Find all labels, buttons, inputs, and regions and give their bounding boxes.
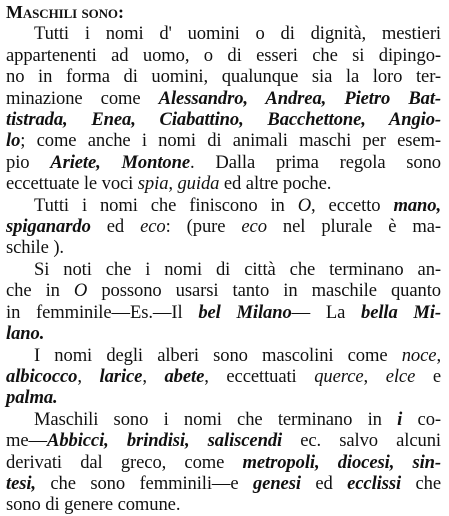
text-line: che in O possono usarsi tanto in maschile quanto [6, 280, 441, 302]
italic-term: noce [401, 344, 437, 366]
text-line: appartenenti ad uomo, o di esseri che si dipingo- [6, 44, 441, 66]
italic-term: i [397, 408, 403, 430]
italic-term: Ariete, Montone [50, 151, 191, 173]
italic-term: tistrada, Enea, Ciabattino, Bacchettone, Angio- [6, 109, 441, 131]
text-line [6, 109, 441, 130]
text-line: Tutti i nomi d' uomini o di dignità, mestieri [34, 23, 441, 45]
italic-term: Alessandro, Andrea, Pietro Bat- [158, 87, 441, 109]
text-line: minazione come Alessandro, Andrea, Pietro Bat- [6, 87, 441, 109]
italic-term: larice [99, 365, 143, 387]
paragraph-2 [6, 195, 441, 259]
italic-term: genesi [252, 472, 301, 494]
text-line: Tutti i nomi che finiscono in O, eccetto mano, [34, 194, 441, 216]
text-line: schile ). [6, 237, 64, 259]
italic-term: tesi, [6, 472, 36, 494]
text-line [6, 387, 441, 408]
italic-term: elce [385, 365, 416, 387]
text-line [6, 323, 441, 344]
paragraph-1 [6, 23, 441, 194]
text-line: albicocco, larice, abete, eccettuati querce, elce e [6, 365, 441, 387]
italic-term: mano, [393, 194, 441, 216]
text-line: lo; come anche i nomi di animali maschi per esem- [6, 130, 441, 152]
text-line: me—Abbicci, brindisi, saliscendi ec. salvo alcuni [6, 430, 441, 452]
italic-term: spiganardo [6, 216, 91, 238]
text-line: I nomi degli alberi sono mascolini come noce, [34, 344, 441, 366]
text-line: no in forma di uomini, qualunque sia la loro ter- [6, 66, 441, 88]
text-line: in femminile—Es.—Il bel Milano— La bella Mi- [6, 301, 441, 323]
paragraph-5 [6, 409, 441, 516]
text-line: eccettuate le voci spia, guida ed altre poche. [6, 173, 332, 195]
italic-term: abete [164, 365, 205, 387]
italic-term: spia, guida [137, 173, 220, 195]
italic-term: O [73, 280, 88, 302]
text-line: pio Ariete, Montone. Dalla prima regola sono [6, 151, 442, 173]
italic-term: Abbicci, brindisi, saliscendi [47, 430, 283, 452]
text-line: sono di genere comune. [6, 494, 181, 516]
italic-term: lo [6, 130, 21, 152]
text-line: tesi, che sono femminili—e genesi ed ecclissi che [6, 472, 441, 494]
italic-term: querce [314, 365, 364, 387]
italic-term: metropoli, diocesi, sin- [242, 451, 442, 473]
italic-term: palma. [6, 387, 58, 409]
italic-term: bel Milano [198, 301, 292, 323]
italic-term: lano. [6, 323, 45, 345]
italic-term: albicocco [6, 365, 78, 387]
italic-term: eco [140, 216, 166, 238]
italic-term: O [297, 194, 312, 216]
italic-term: eco [241, 216, 267, 238]
text-line: spiganardo ed eco: (pure eco nel plurale è ma- [6, 216, 441, 238]
section-heading: Maschili sono: [6, 2, 124, 22]
italic-term: bella Mi- [361, 301, 441, 323]
text-line: Maschili sono i nomi che terminano in i co- [34, 408, 441, 430]
paragraph-3 [6, 259, 441, 345]
italic-term: ecclissi [347, 472, 402, 494]
text-line: Si noti che i nomi di città che terminano an- [34, 258, 441, 280]
paragraph-4 [6, 345, 441, 409]
text-line: derivati dal greco, come metropoli, diocesi, sin- [6, 451, 442, 473]
